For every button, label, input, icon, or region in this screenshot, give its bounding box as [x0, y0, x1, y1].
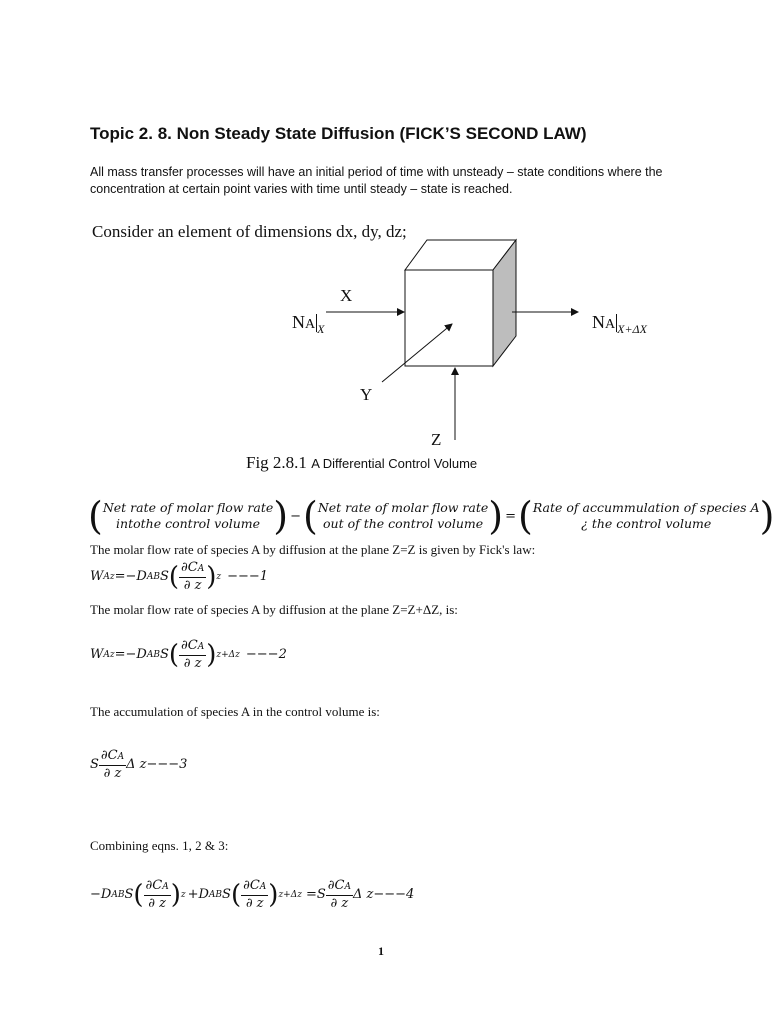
equation-2: W Az =−D AB S ( $\frac{\partial CA}{\partial z}$ ) z+Δz −−−2	[90, 638, 287, 671]
balance-term-accum: Rate of accummulation of species A ¿ the control volume	[532, 500, 760, 531]
equation-4: −D AB S ( $\frac{\partial CA}{\partial z}$ ) z +D AB S ( $\frac{\partial CA}{\partial z}$ ) z+Δz =S $\frac{\partial CA}{\partial z}$ Δ z −−−4	[90, 878, 415, 911]
balance-term-in: Net rate of molar flow rate intothe control volume	[102, 500, 274, 531]
balance-term-out: Net rate of molar flow rate out of the control volume	[317, 500, 489, 531]
text-combining: Combining eqns. 1, 2 & 3:	[90, 838, 229, 853]
caption-number: Fig 2.8.1	[246, 453, 307, 472]
caption-text: A Differential Control Volume	[311, 456, 478, 471]
text-accumulation: The accumulation of species A in the control volume is:	[90, 704, 380, 719]
label-x: X	[340, 286, 353, 305]
control-volume-figure	[0, 0, 768, 460]
text-flux-plane-zdz: The molar flow rate of species A by diffusion at the plane Z=Z+ΔZ, is:	[90, 602, 458, 617]
text-flux-plane-z: The molar flow rate of species A by diffusion at the plane Z=Z is given by Fick's law:	[90, 542, 536, 557]
page-number: 1	[378, 944, 384, 958]
figure-caption	[246, 453, 477, 473]
flux-in-label: NA $_X$	[292, 312, 325, 336]
equation-3: S $\frac{\partial CA}{\partial z}$ Δ z −−−3	[90, 748, 188, 781]
label-y: Y	[360, 385, 373, 404]
label-z: Z	[431, 430, 442, 449]
intro-paragraph: All mass transfer processes will have an initial period of time with unsteady – state conditions where the concentration at certain point varies with time until steady – state is reached.	[90, 165, 663, 196]
page-title: Topic 2. 8. Non Steady State Diffusion (FICK’S SECOND LAW)	[90, 124, 587, 143]
equation-1: W Az =−D AB S ( $\frac{\partial CA}{\partial z}$ ) z −−−1	[90, 560, 269, 593]
flux-out-label: NA $_{X+\Delta X}$	[592, 312, 647, 336]
balance-equation: ( Net rate of molar flow rate intothe control volume ) − ( Net rate of molar flow rate out of the control volume ) = ( Rate of accummulation of species A ¿ the control volume )	[88, 494, 774, 538]
consider-text: Consider an element of dimensions dx, dy, dz;	[92, 222, 407, 241]
